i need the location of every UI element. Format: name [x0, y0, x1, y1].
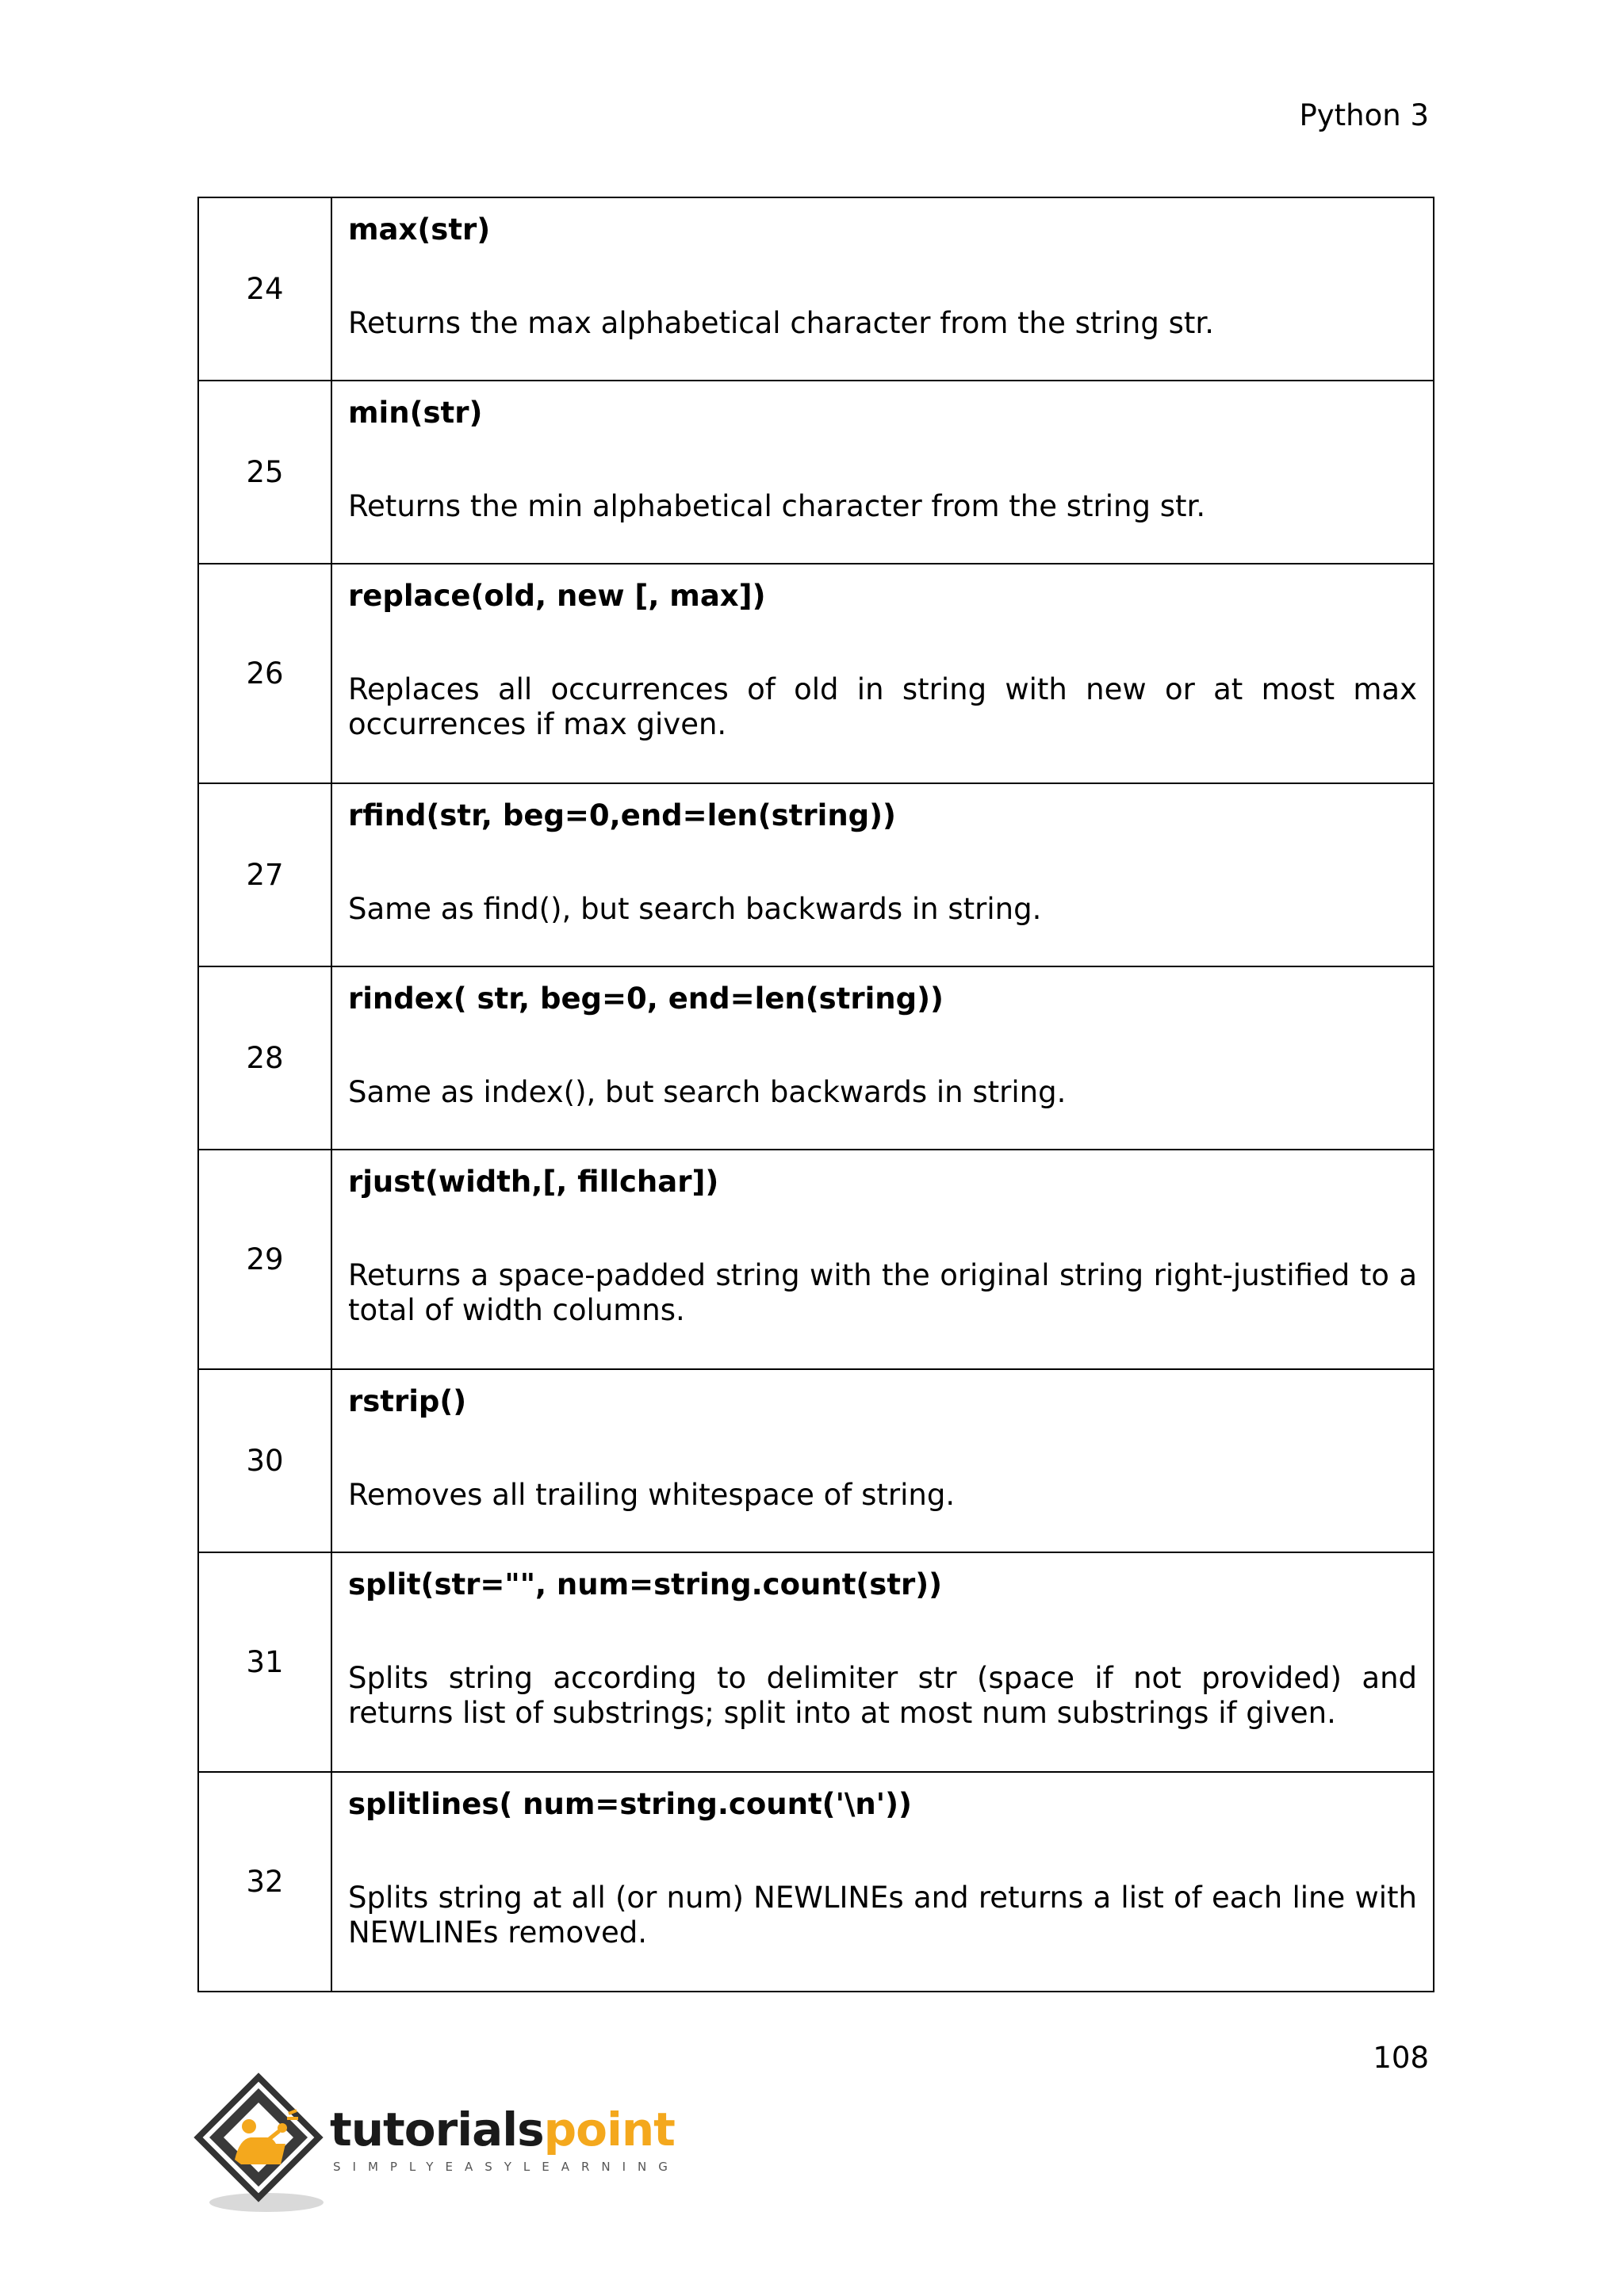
page-number: 108	[1373, 2041, 1429, 2075]
row-number: 29	[198, 1150, 331, 1369]
table-row	[198, 1369, 1434, 1552]
method-description: Returns the max alphabetical character from the string str.	[348, 306, 1214, 340]
method-cell	[331, 197, 1434, 381]
method-cell	[331, 564, 1434, 783]
method-description: Removes all trailing whitespace of string.	[348, 1478, 956, 1512]
method-cell	[331, 966, 1434, 1150]
logo-word-part2: point	[543, 2103, 675, 2156]
row-number: 30	[198, 1369, 331, 1552]
row-number: 25	[198, 381, 331, 564]
row-number: 32	[198, 1772, 331, 1992]
method-signature: rjust(width,[, fillchar])	[348, 1165, 719, 1199]
table-row	[198, 564, 1434, 783]
table-row	[198, 1150, 1434, 1369]
row-number: 27	[198, 783, 331, 966]
method-signature: rfind(str, beg=0,end=len(string))	[348, 798, 896, 832]
logo-word-part1: tutorials	[330, 2103, 544, 2156]
method-description: Returns a space-padded string with the original string right-justified to a total of width columns.	[348, 1258, 1417, 1327]
method-signature: rindex( str, beg=0, end=len(string))	[348, 982, 944, 1016]
method-cell	[331, 1772, 1434, 1992]
table-row	[198, 783, 1434, 966]
row-number: 26	[198, 564, 331, 783]
method-description: Splits string at all (or num) NEWLINEs and returns a list of each line with NEWLINEs removed.	[348, 1881, 1417, 1950]
method-cell	[331, 381, 1434, 564]
method-signature: max(str)	[348, 212, 491, 247]
row-number: 28	[198, 966, 331, 1150]
method-signature: replace(old, new [, max])	[348, 579, 766, 613]
method-description: Replaces all occurrences of old in string with new or at most max occurrences if max given.	[348, 672, 1417, 741]
method-signature: splitlines( num=string.count('\n'))	[348, 1787, 912, 1821]
table-row	[198, 1772, 1434, 1992]
table-row	[198, 381, 1434, 564]
method-signature: rstrip()	[348, 1384, 467, 1418]
tutorialspoint-logo	[193, 2071, 680, 2214]
string-methods-table	[197, 197, 1434, 1992]
method-description: Same as index(), but search backwards in string.	[348, 1075, 1067, 1109]
running-header: Python 3	[1299, 98, 1429, 132]
method-cell	[331, 783, 1434, 966]
row-number: 31	[198, 1552, 331, 1772]
table-row	[198, 1552, 1434, 1772]
method-cell	[331, 1552, 1434, 1772]
method-description: Same as find(), but search backwards in string.	[348, 892, 1042, 926]
method-cell	[331, 1369, 1434, 1552]
table-row	[198, 966, 1434, 1150]
method-signature: min(str)	[348, 396, 483, 430]
logo-mark-icon	[193, 2071, 336, 2214]
method-description: Splits string according to delimiter str (space if not provided) and returns list of substrings; split into at most num substrings if given.	[348, 1661, 1417, 1730]
method-signature: split(str="", num=string.count(str))	[348, 1567, 943, 1601]
row-number: 24	[198, 197, 331, 381]
table-row	[198, 197, 1434, 381]
method-description: Returns the min alphabetical character from the string str.	[348, 489, 1206, 523]
logo-wordmark	[330, 2104, 675, 2155]
logo-tagline: SIMPLYEASYLEARNING	[333, 2160, 680, 2174]
method-cell	[331, 1150, 1434, 1369]
